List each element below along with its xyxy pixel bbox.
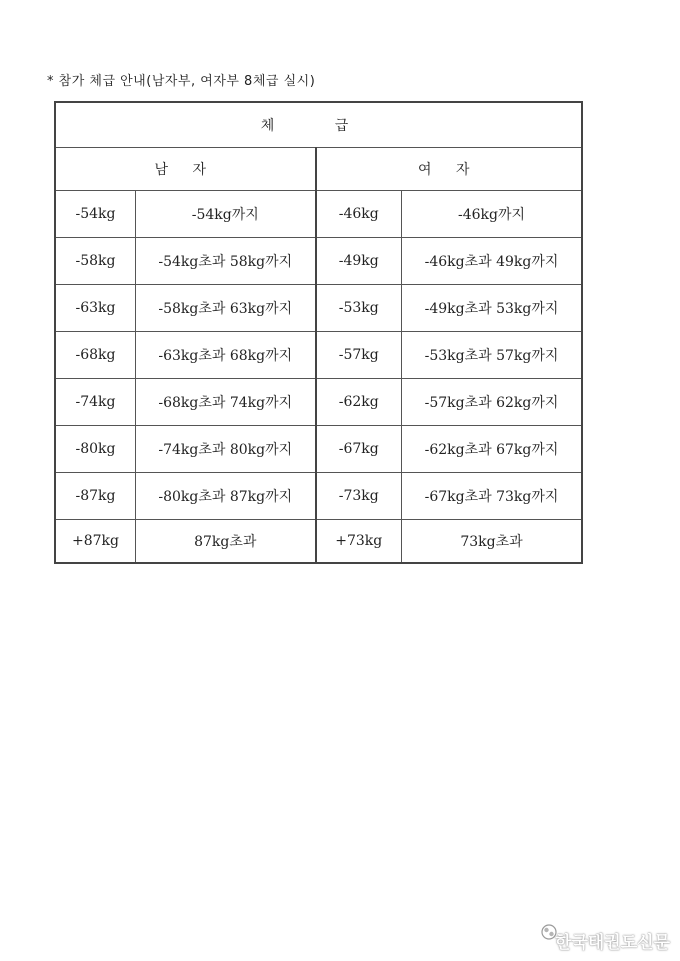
women-range-cell: -67kg초과 73kg까지 (402, 473, 582, 520)
table-row (56, 191, 582, 238)
women-class-cell: +73kg (316, 520, 402, 563)
men-class-cell: -68kg (56, 332, 136, 379)
women-class-cell: -46kg (316, 191, 402, 238)
men-range-cell: -63kg초과 68kg까지 (136, 332, 316, 379)
watermark-text: 한국태권도신문 (555, 933, 670, 953)
weight-class-table (55, 102, 582, 563)
table-row (56, 285, 582, 332)
women-class-cell: -49kg (316, 238, 402, 285)
women-range-cell: -46kg초과 49kg까지 (402, 238, 582, 285)
note-text: * 참가 체급 안내(남자부, 여자부 8체급 실시) (47, 74, 316, 89)
women-range-cell: -46kg까지 (402, 191, 582, 238)
men-range-cell: -68kg초과 74kg까지 (136, 379, 316, 426)
table-title: 체 급 (56, 103, 582, 148)
men-class-cell: +87kg (56, 520, 136, 563)
women-class-cell: -62kg (316, 379, 402, 426)
table-row (56, 426, 582, 473)
men-range-cell: -54kg초과 58kg까지 (136, 238, 316, 285)
men-range-cell: 87kg초과 (136, 520, 316, 563)
women-range-cell: -49kg초과 53kg까지 (402, 285, 582, 332)
women-range-cell: -53kg초과 57kg까지 (402, 332, 582, 379)
women-class-cell: -67kg (316, 426, 402, 473)
table-row (56, 520, 582, 563)
table-row (56, 238, 582, 285)
women-class-cell: -57kg (316, 332, 402, 379)
women-header: 여 자 (316, 148, 582, 191)
men-class-cell: -58kg (56, 238, 136, 285)
women-range-cell: 73kg초과 (402, 520, 582, 563)
women-range-cell: -62kg초과 67kg까지 (402, 426, 582, 473)
men-class-cell: -87kg (56, 473, 136, 520)
table-title-row (56, 103, 582, 148)
men-range-cell: -58kg초과 63kg까지 (136, 285, 316, 332)
women-class-cell: -73kg (316, 473, 402, 520)
table-row (56, 473, 582, 520)
men-range-cell: -80kg초과 87kg까지 (136, 473, 316, 520)
men-class-cell: -74kg (56, 379, 136, 426)
men-range-cell: -54kg까지 (136, 191, 316, 238)
women-class-cell: -53kg (316, 285, 402, 332)
men-range-cell: -74kg초과 80kg까지 (136, 426, 316, 473)
men-class-cell: -63kg (56, 285, 136, 332)
table-row (56, 379, 582, 426)
men-class-cell: -54kg (56, 191, 136, 238)
men-header: 남 자 (56, 148, 316, 191)
women-range-cell: -57kg초과 62kg까지 (402, 379, 582, 426)
men-class-cell: -80kg (56, 426, 136, 473)
table-row (56, 332, 582, 379)
gender-header-row (56, 148, 582, 191)
